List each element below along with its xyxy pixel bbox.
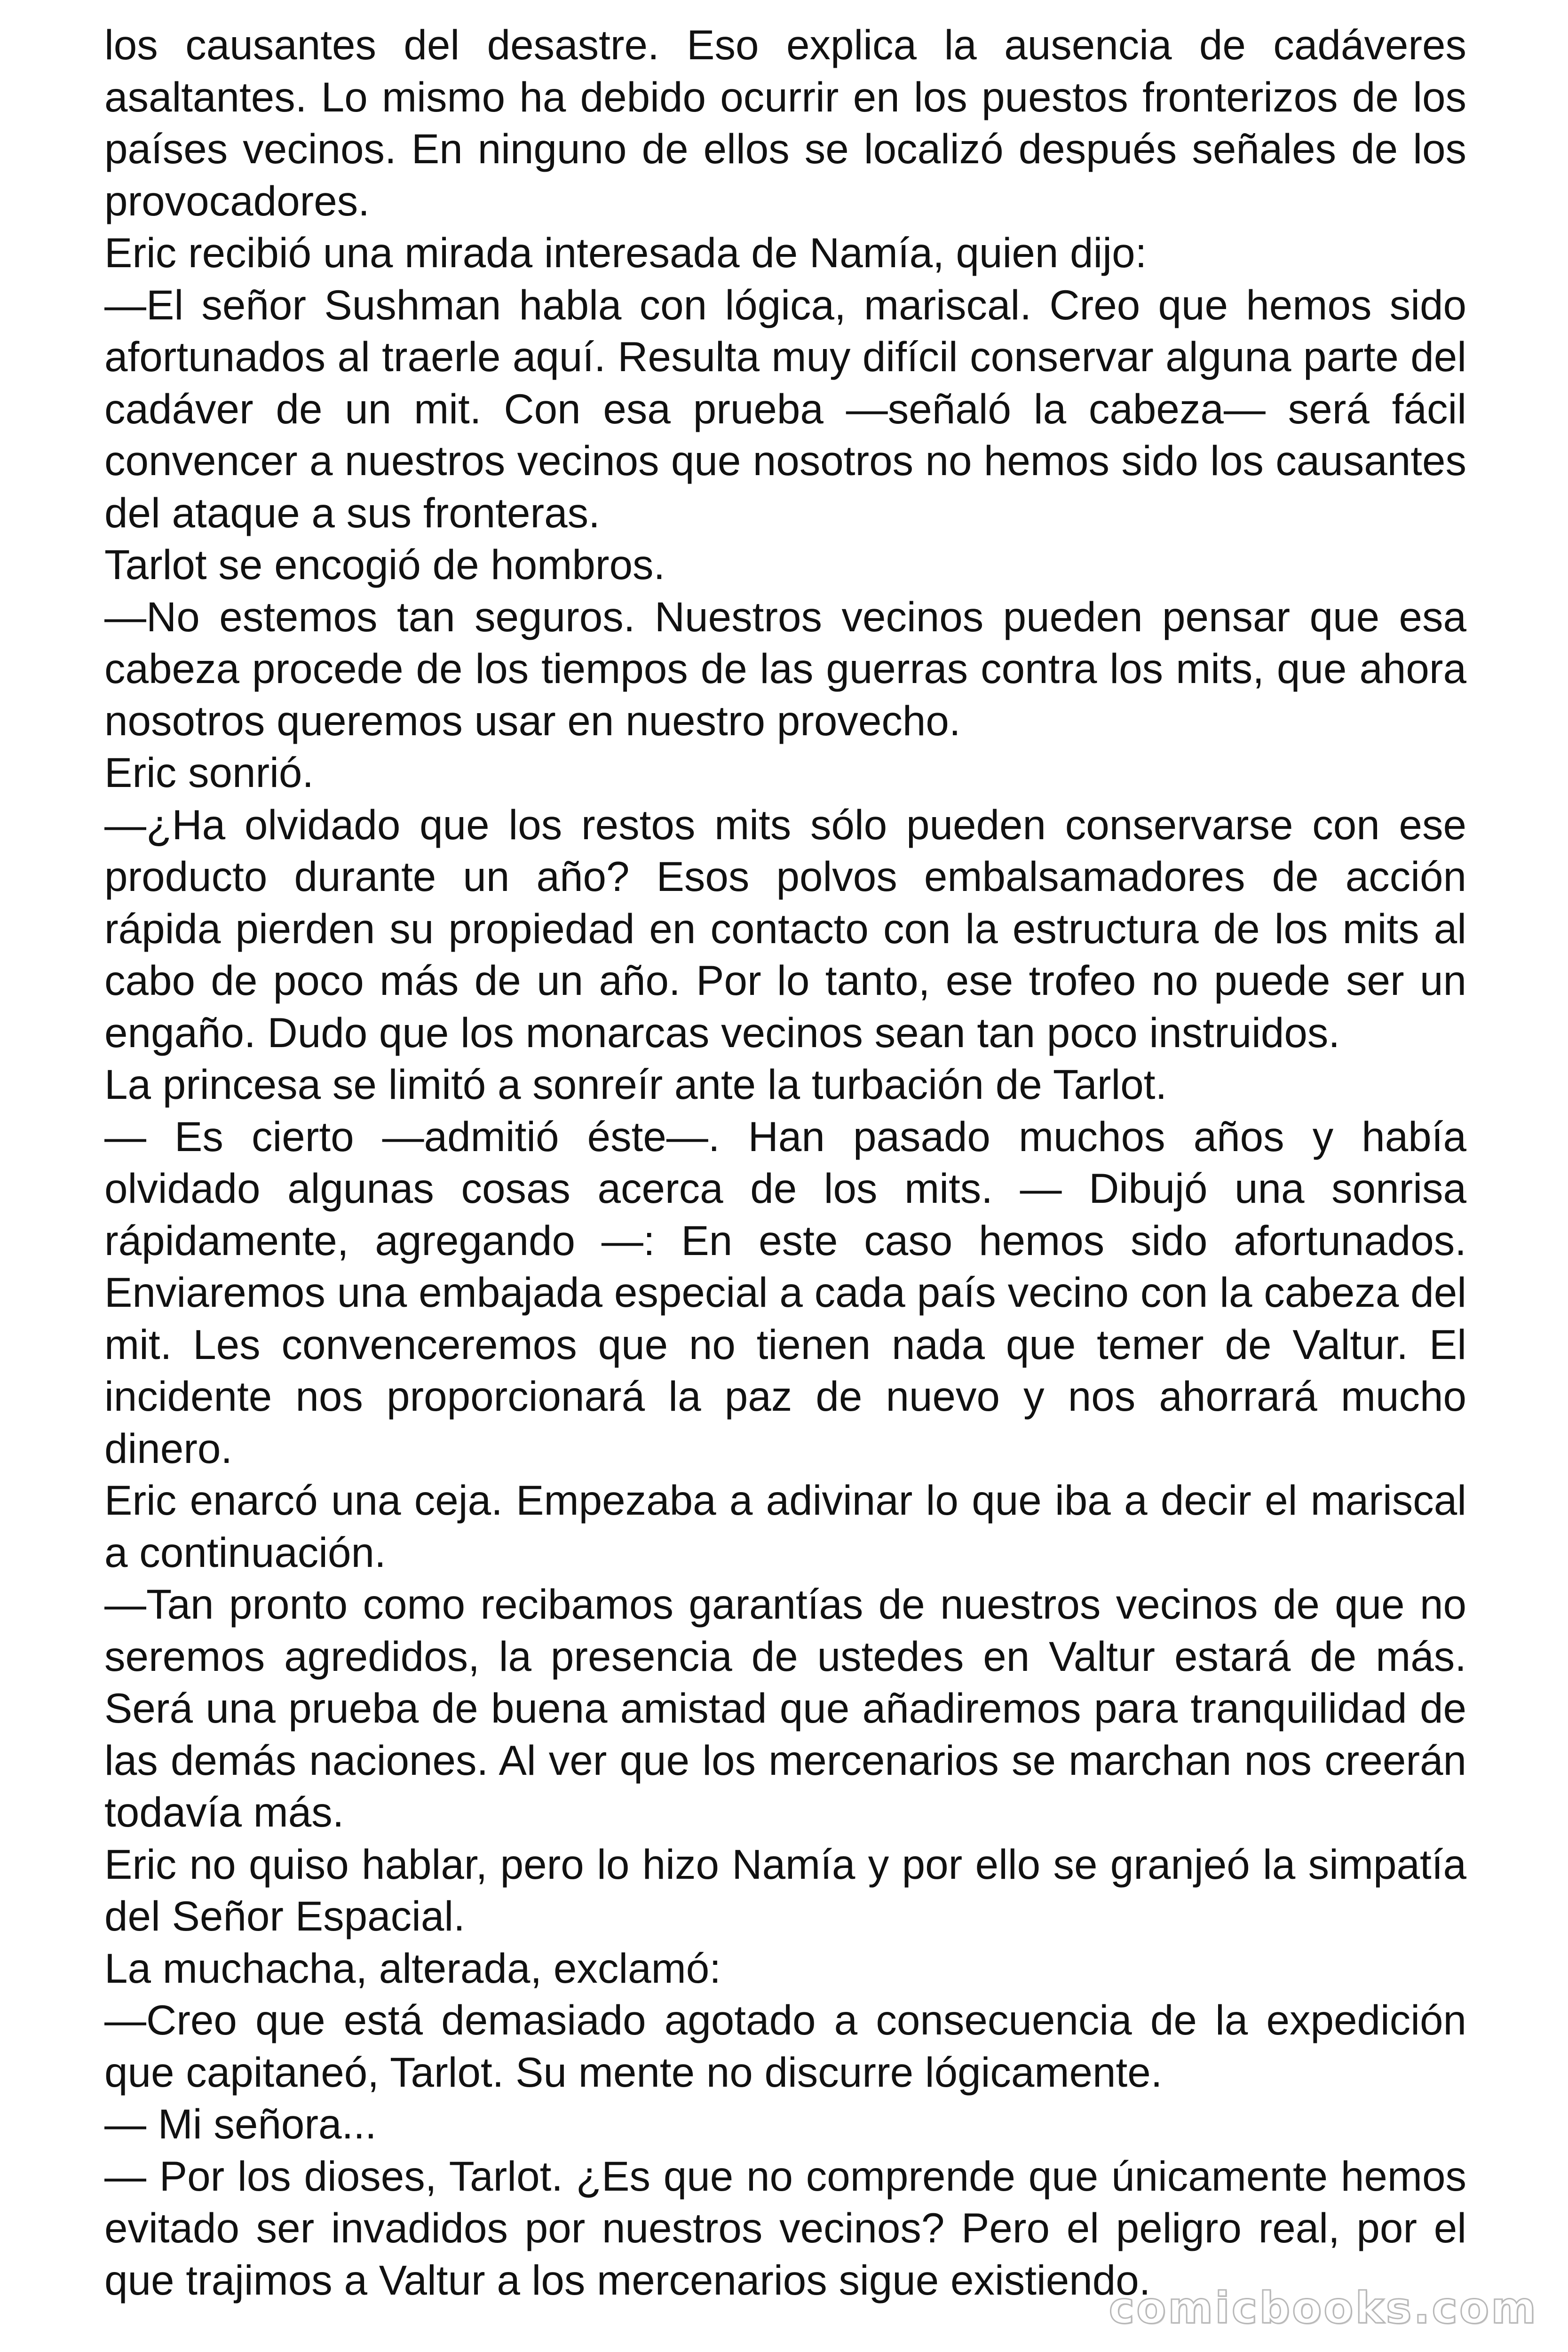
paragraph: Eric recibió una mirada interesada de Namía, quien dijo: (104, 229, 1147, 276)
body-text (104, 19, 1466, 2306)
paragraph: —Creo que está demasiado agotado a consecuencia de la expedición que capitaneó, Tarlot. Su mente no discurre lógicamente. (104, 1996, 1466, 2096)
paragraph: Tarlot se encogió de hombros. (104, 541, 665, 588)
paragraph: los causantes del desastre. Eso explica la ausencia de cadáveres asaltantes. Lo mismo ha debido ocurrir en los puestos fronterizos de los países vecinos. En ninguno de ellos se localizó después señales de los provocadores. (104, 21, 1466, 224)
paragraph: — Es cierto —admitió éste—. Han pasado muchos años y había olvidado algunas cosas acerca de los mits. — Dibujó una sonrisa rápidamente, agregando —: En este caso hemos sido afortunados. Enviaremos una embajada especial a cada país vecino con la cabeza del mit. Les convenceremos que no tienen nada que temer de Valtur. El incidente nos proporcionará la paz de nuevo y nos ahorrará mucho dinero. (104, 1112, 1466, 1472)
paragraph: La princesa se limitó a sonreír ante la turbación de Tarlot. (104, 1061, 1167, 1108)
paragraph: —No estemos tan seguros. Nuestros vecinos pueden pensar que esa cabeza procede de los tiempos de las guerras contra los mits, que ahora nosotros queremos usar en nuestro provecho. (104, 593, 1466, 744)
watermark: comicbooks.com (1109, 2283, 1538, 2333)
paragraph: Eric no quiso hablar, pero lo hizo Namía y por ello se granjeó la simpatía del Señor Espacial. (104, 1840, 1466, 1939)
paragraph: Eric enarcó una ceja. Empezaba a adivinar lo que iba a decir el mariscal a continuación. (104, 1477, 1466, 1576)
paragraph: — Mi señora... (104, 2100, 377, 2147)
paragraph: — Por los dioses, Tarlot. ¿Es que no comprende que únicamente hemos evitado ser invadidos por nuestros vecinos? Pero el peligro real, por el que trajimos a Valtur a los mercenarios sigue existiendo. (104, 2152, 1466, 2304)
paragraph: —Tan pronto como recibamos garantías de nuestros vecinos de que no seremos agredidos, la presencia de ustedes en Valtur estará de más. Será una prueba de buena amistad que añadiremos para tranquilidad de las demás naciones. Al ver que los mercenarios se marchan nos creerán todavía más. (104, 1581, 1466, 1836)
paragraph: —¿Ha olvidado que los restos mits sólo pueden conservarse con ese producto durante un año? Esos polvos embalsamadores de acción rápida pierden su propiedad en contacto con la estructura de los mits al cabo de poco más de un año. Por lo tanto, ese trofeo no puede ser un engaño. Dudo que los monarcas vecinos sean tan poco instruidos. (104, 801, 1466, 1056)
paragraph: La muchacha, alterada, exclamó: (104, 1944, 721, 1992)
paragraph: —El señor Sushman habla con lógica, mariscal. Creo que hemos sido afortunados al traerle aquí. Resulta muy difícil conservar alguna parte del cadáver de un mit. Con esa prueba —señaló la cabeza— será fácil convencer a nuestros vecinos que nosotros no hemos sido los causantes del ataque a sus fronteras. (104, 281, 1466, 536)
paragraph: Eric sonrió. (104, 749, 314, 796)
